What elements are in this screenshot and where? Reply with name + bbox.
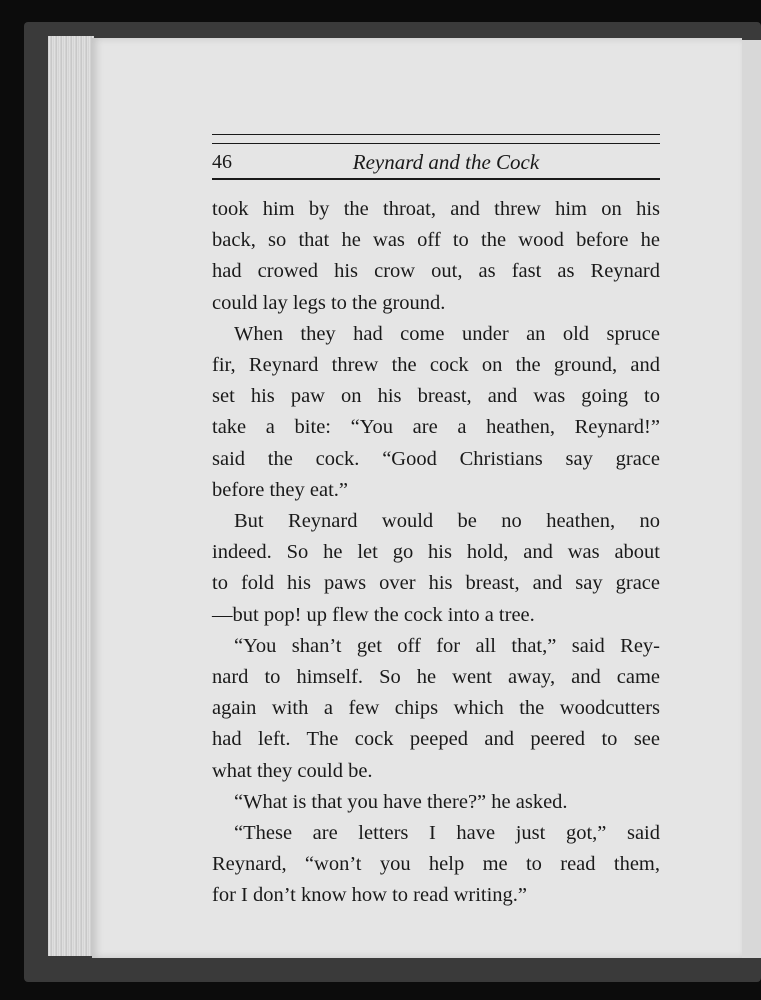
paragraph bbox=[212, 506, 660, 631]
page-edges bbox=[48, 36, 94, 956]
text-line: again with a few chips which the woodcutters bbox=[212, 697, 660, 720]
text-line: had left. The cock peeped and peered to see bbox=[212, 728, 660, 751]
text-line: When they had come under an old spruce bbox=[234, 322, 660, 345]
text-line: nard to himself. So he went away, and came bbox=[212, 666, 660, 689]
text-line: to fold his paws over his breast, and say grace bbox=[212, 572, 660, 595]
text-line: “What is that you have there?” he asked. bbox=[234, 790, 568, 813]
text-line: Reynard, “won’t you help me to read them, bbox=[212, 853, 660, 876]
text-line: indeed. So he let go his hold, and was about bbox=[212, 541, 660, 564]
text-line: set his paw on his breast, and was going to bbox=[212, 385, 660, 408]
page-number: 46 bbox=[212, 151, 232, 173]
header-rule-top bbox=[212, 134, 660, 135]
text-line: took him by the throat, and threw him on his bbox=[212, 198, 660, 220]
text-line: what they could be. bbox=[212, 759, 373, 782]
text-line: But Reynard would be no heathen, no bbox=[234, 510, 660, 533]
text-line: said the cock. “Good Christians say grace bbox=[212, 447, 660, 470]
body-text bbox=[212, 194, 660, 912]
text-line: back, so that he was off to the wood before he bbox=[212, 229, 660, 252]
paragraph bbox=[212, 194, 660, 319]
text-line: fir, Reynard threw the cock on the ground, and bbox=[212, 354, 660, 377]
text-line: had crowed his crow out, as fast as Reynard bbox=[212, 260, 660, 283]
text-line: “You shan’t get off for all that,” said Rey- bbox=[234, 634, 660, 657]
header-rule-top-inner bbox=[212, 143, 660, 144]
text-line: before they eat.” bbox=[212, 478, 349, 501]
facing-page-edge bbox=[742, 40, 761, 958]
paragraph bbox=[212, 631, 660, 787]
header-rule-bottom bbox=[212, 178, 660, 180]
text-line: “These are letters I have just got,” said bbox=[234, 822, 660, 845]
paragraph bbox=[212, 319, 660, 506]
text-line: could lay legs to the ground. bbox=[212, 291, 446, 314]
text-line: take a bite: “You are a heathen, Reynard!” bbox=[212, 416, 660, 439]
running-title: Reynard and the Cock bbox=[352, 150, 540, 174]
paragraph bbox=[212, 818, 660, 912]
paragraph bbox=[212, 787, 660, 818]
running-header bbox=[212, 148, 660, 176]
text-line: —but pop! up flew the cock into a tree. bbox=[212, 603, 535, 626]
text-line: for I don’t know how to read writing.” bbox=[212, 884, 528, 907]
